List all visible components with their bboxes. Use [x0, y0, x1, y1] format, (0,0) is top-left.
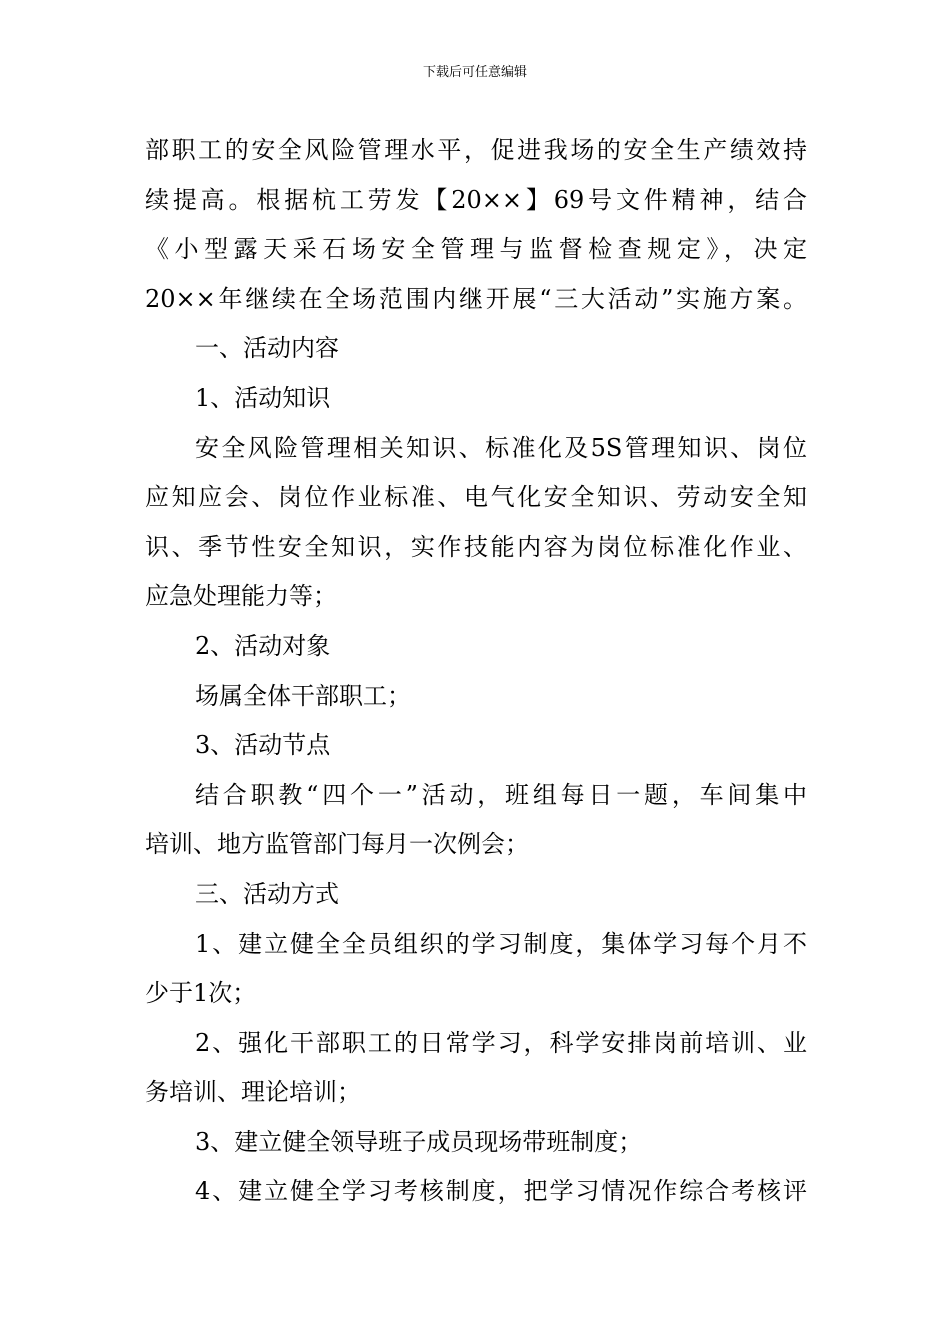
- body-line: 识、季节性安全知识，实作技能内容为岗位标准化作业、: [145, 532, 807, 561]
- document-body: [145, 126, 807, 1217]
- section-heading: 三、活动方式: [195, 879, 339, 908]
- body-line: 部职工的安全风险管理水平，促进我场的安全生产绩效持: [145, 136, 807, 164]
- section-heading: 一、活动内容: [195, 334, 339, 363]
- body-line: 20××年继续在全场范围内继开展“三大活动”实施方案。: [145, 284, 807, 313]
- body-line: 2、强化干部职工的日常学习，科学安排岗前培训、业: [195, 1028, 807, 1057]
- body-line: 4、建立健全学习考核制度，把学习情况作综合考核评: [195, 1177, 807, 1206]
- body-line: 续提高。根据杭工劳发【20××】69号文件精神，结合: [145, 185, 807, 214]
- page-header: 下载后可任意编辑: [422, 65, 527, 80]
- body-line: 少于1次；: [145, 979, 257, 1008]
- subsection-heading: 1、活动知识: [195, 383, 331, 412]
- body-line: 结合职教“四个一”活动，班组每日一题，车间集中: [195, 780, 807, 809]
- body-line: 《小型露天采石场安全管理与监督检查规定》，决定: [145, 235, 807, 264]
- body-line: 应急处理能力等；: [145, 582, 337, 611]
- body-line: 安全风险管理相关知识、标准化及5S管理知识、岗位: [195, 433, 807, 462]
- body-line: 3、建立健全领导班子成员现场带班制度；: [195, 1127, 643, 1156]
- subsection-heading: 3、活动节点: [195, 731, 331, 760]
- subsection-heading: 2、活动对象: [195, 631, 331, 660]
- body-line: 1、建立健全全员组织的学习制度，集体学习每个月不: [195, 929, 807, 958]
- body-line: 培训、地方监管部门每月一次例会；: [145, 830, 529, 859]
- body-line: 务培训、理论培训；: [145, 1078, 361, 1107]
- body-line: 场属全体干部职工；: [195, 681, 411, 710]
- body-line: 应知应会、岗位作业标准、电气化安全知识、劳动安全知: [145, 483, 807, 512]
